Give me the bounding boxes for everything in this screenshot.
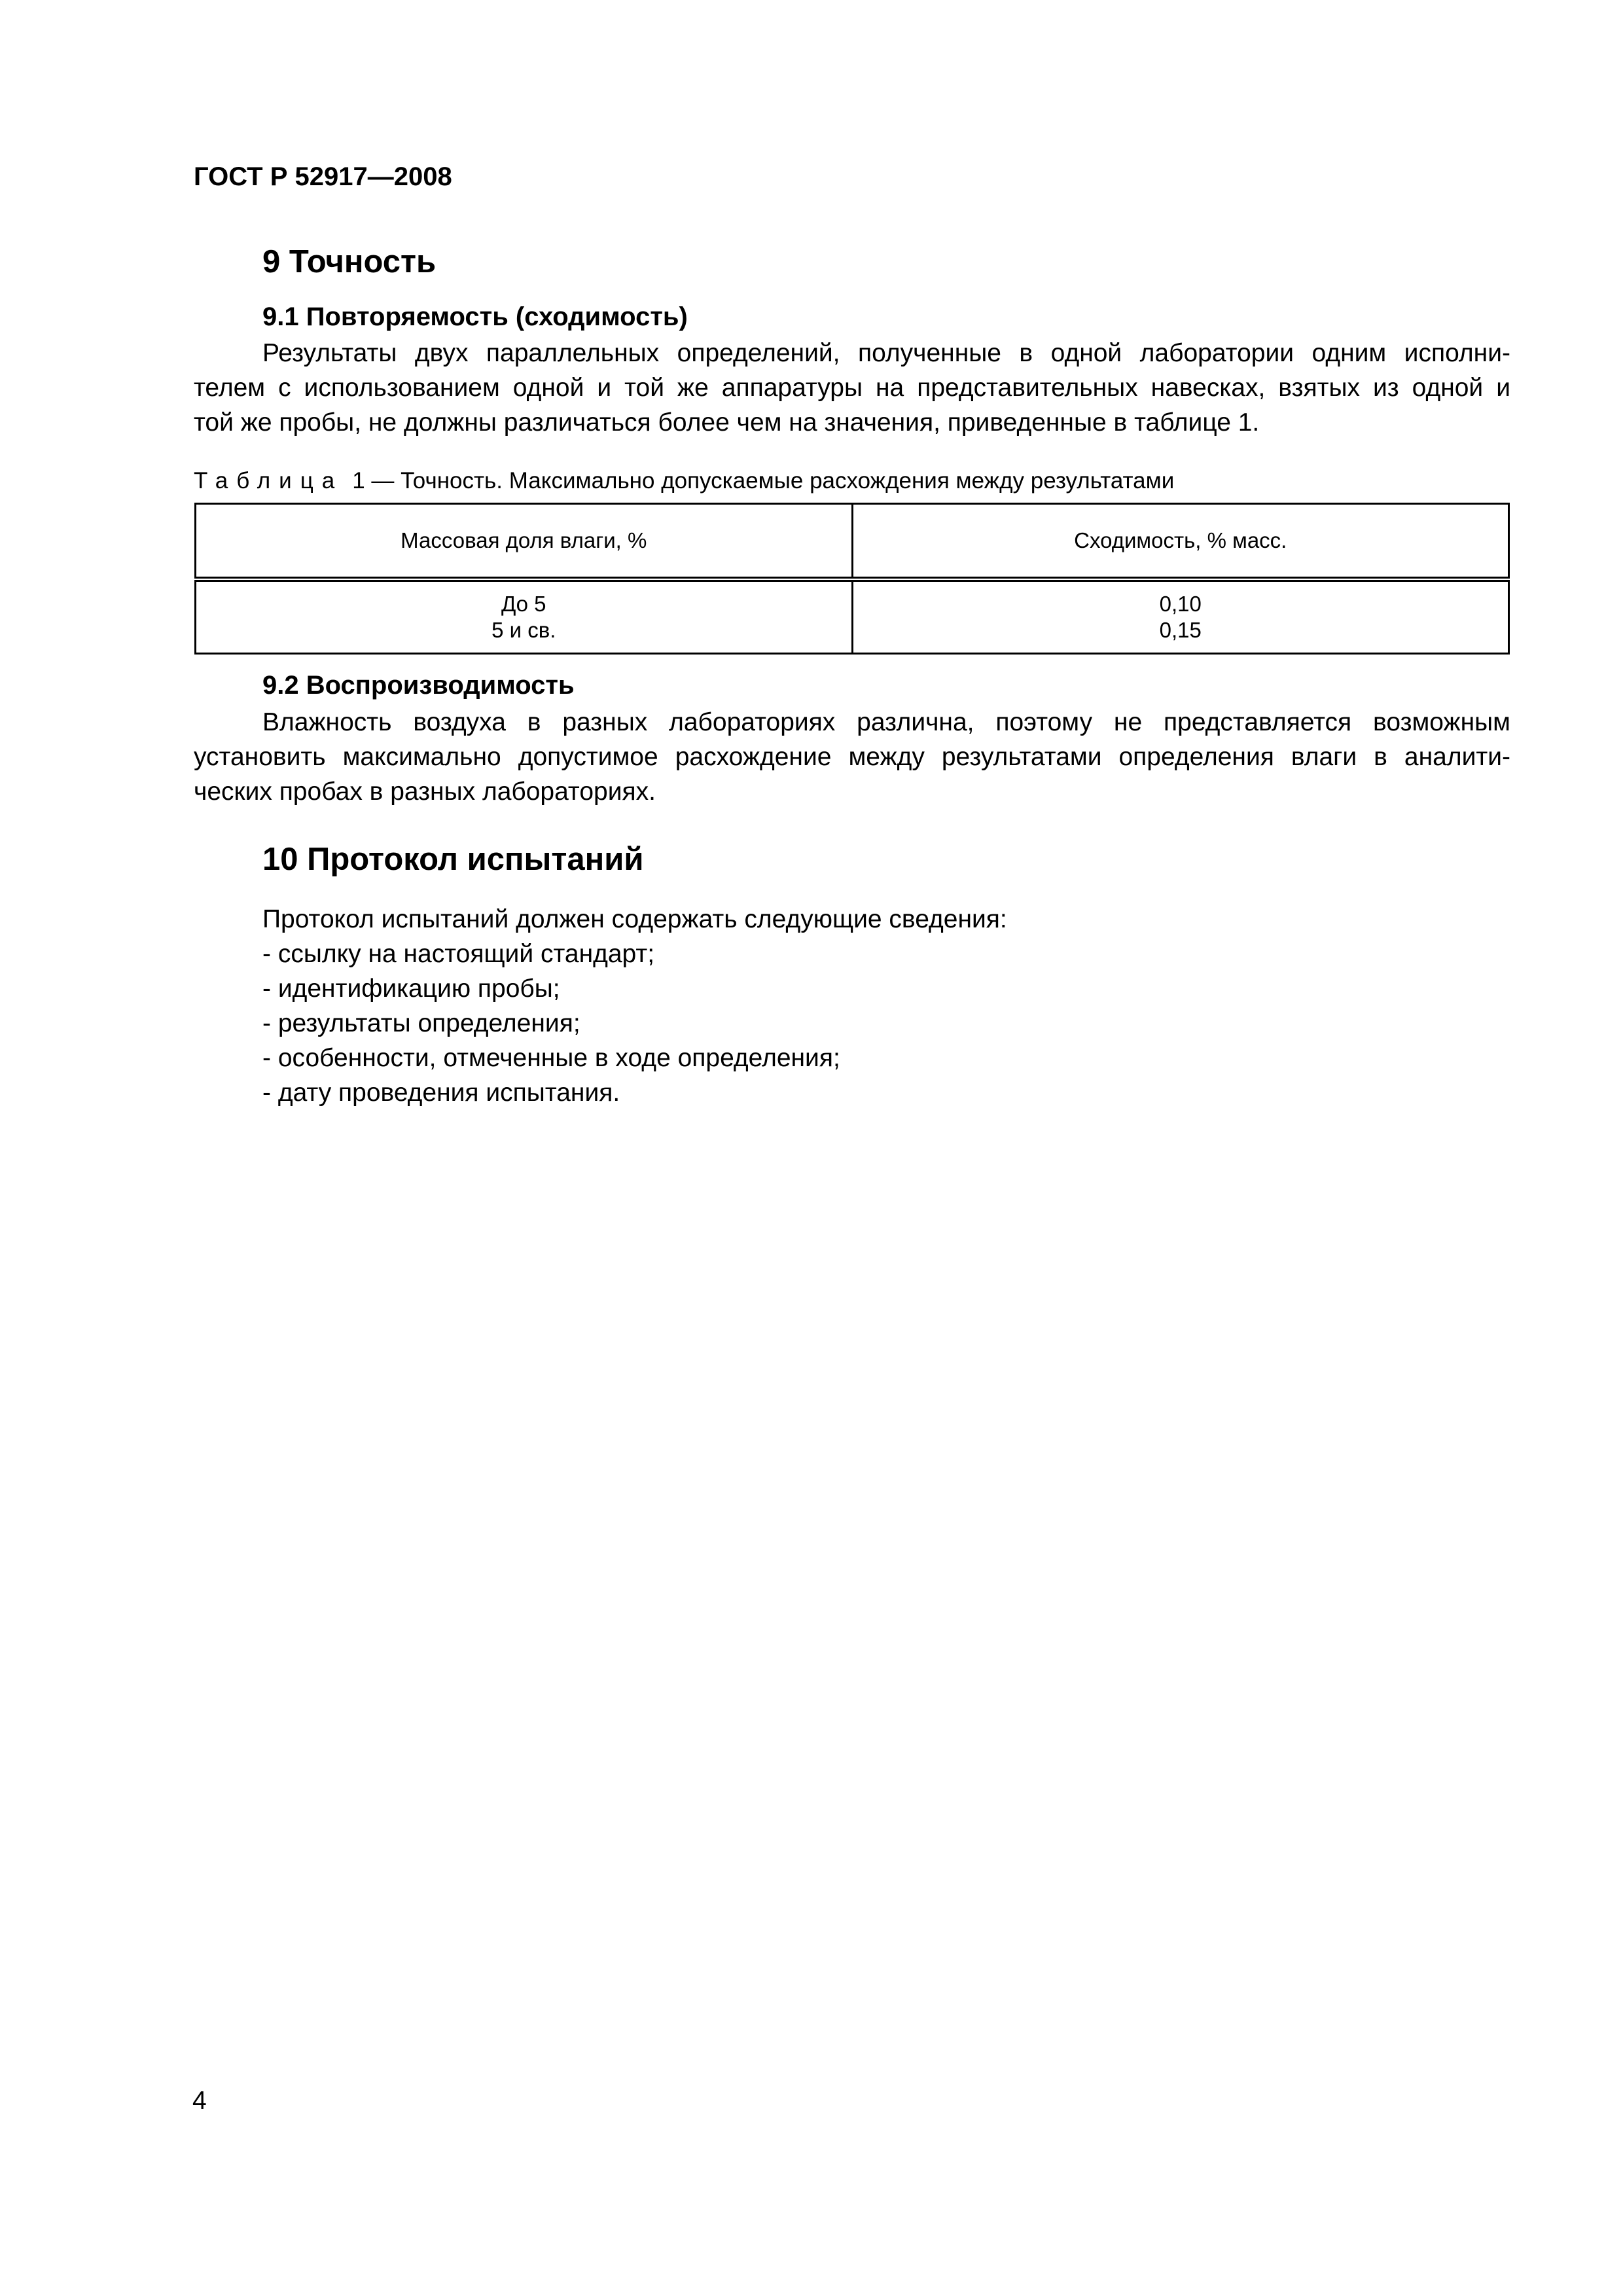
subsection-9-1-paragraph <box>194 336 1510 440</box>
table-caption-label: Таблица <box>194 468 344 493</box>
table-header-row <box>196 504 1509 580</box>
subsection-9-2-title: 9.2 Воспроизводимость <box>262 671 575 700</box>
section-10-title: 10 Протокол испытаний <box>262 842 644 877</box>
subsection-9-1-title: 9.1 Повторяемость (сходимость) <box>262 302 688 331</box>
section-9-title: 9 Точность <box>262 244 437 279</box>
table-header-moisture: Массовая доля влаги, % <box>196 504 853 580</box>
paragraph-line: ческих пробах в разных лабораториях. <box>194 778 656 806</box>
subsection-9-2-paragraph <box>194 705 1510 809</box>
table-caption-text: 1 — Точность. Максимально допускаемые расхождения между результатами <box>352 468 1175 493</box>
paragraph-line: Влажность воздуха в разных лабораториях различна, поэтому не представляется возможным <box>262 708 1510 736</box>
table-row <box>196 579 1509 654</box>
paragraph-line: телем с использованием одной и той же аппаратуры на представительных навесках, взятых из одной и <box>194 374 1510 402</box>
table-caption <box>194 466 1174 496</box>
page-number: 4 <box>192 2087 207 2115</box>
list-item: - ссылку на настоящий стандарт; <box>262 940 655 968</box>
list-item: - дату проведения испытания. <box>262 1079 620 1107</box>
protocol-intro: Протокол испытаний должен содержать следующие сведения: <box>262 905 1007 933</box>
table-cell-repeatability <box>852 579 1509 654</box>
paragraph-line: установить максимально допустимое расхождение между результатами определения влаги в аналити- <box>194 743 1510 771</box>
list-item: - идентификацию пробы; <box>262 975 560 1003</box>
protocol-list <box>262 902 1007 1110</box>
accuracy-table <box>194 503 1510 655</box>
table-cell-value: До 5 <box>501 592 546 616</box>
document-code: ГОСТ Р 52917—2008 <box>194 162 452 191</box>
list-item: - особенности, отмеченные в ходе определения; <box>262 1044 840 1072</box>
paragraph-line: той же пробы, не должны различаться более чем на значения, приведенные в таблице 1. <box>194 408 1260 437</box>
table-cell-value: 5 и св. <box>491 618 556 642</box>
table-cell-value: 0,10 <box>1159 592 1202 616</box>
paragraph-line: Результаты двух параллельных определений, полученные в одной лаборатории одним исполни- <box>262 339 1510 367</box>
table-cell-value: 0,15 <box>1159 618 1202 642</box>
table-header-repeatability: Сходимость, % масс. <box>852 504 1509 580</box>
table-cell-moisture <box>196 579 853 654</box>
list-item: - результаты определения; <box>262 1009 580 1037</box>
